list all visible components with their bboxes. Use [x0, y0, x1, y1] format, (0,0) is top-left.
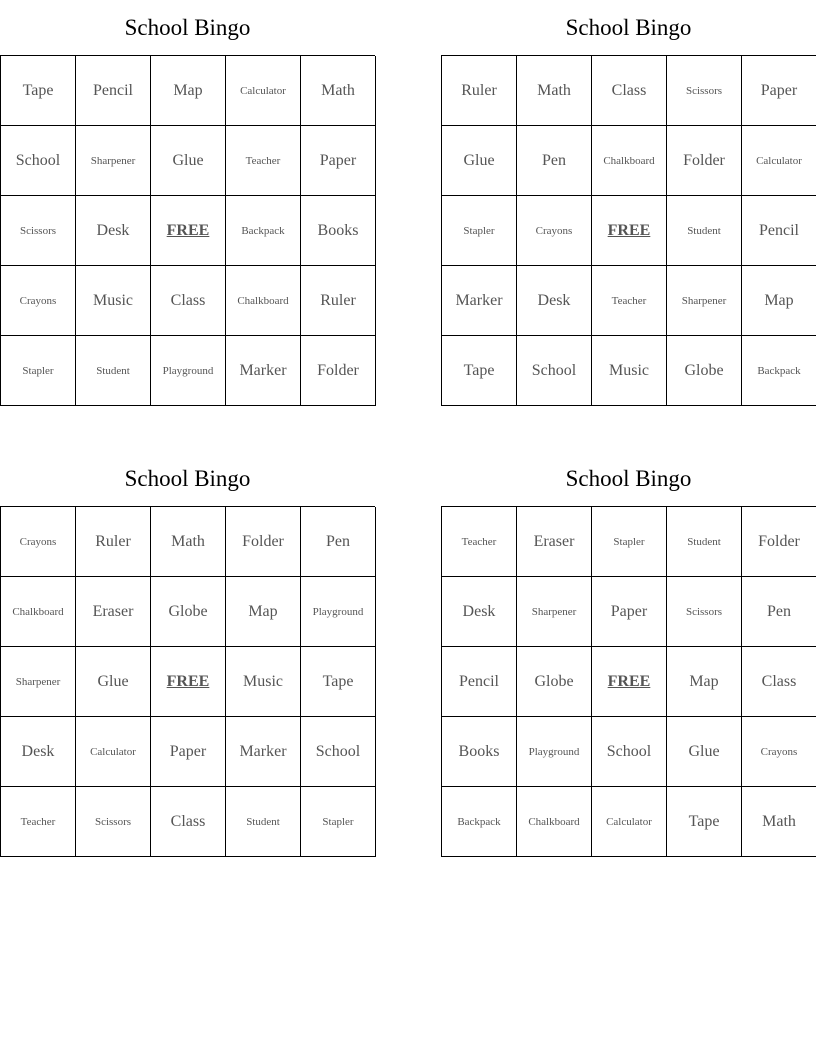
bingo-cell: Stapler	[592, 507, 667, 577]
bingo-cell: Tape	[442, 336, 517, 406]
card-title: School Bingo	[124, 466, 251, 491]
bingo-cell: Books	[442, 717, 517, 787]
bingo-cell: School	[301, 717, 376, 787]
bingo-cell: Backpack	[442, 787, 517, 857]
bingo-cell: Desk	[76, 196, 151, 266]
bingo-cell: Globe	[517, 647, 592, 717]
bingo-cell: Music	[76, 266, 151, 336]
bingo-card	[441, 451, 816, 857]
bingo-cell: Paper	[592, 577, 667, 647]
bingo-cell: School	[1, 126, 76, 196]
bingo-cell: Tape	[667, 787, 742, 857]
bingo-cell: Teacher	[1, 787, 76, 857]
bingo-cell: Desk	[1, 717, 76, 787]
bingo-cell: Books	[301, 196, 376, 266]
bingo-cell: Chalkboard	[226, 266, 301, 336]
free-space-cell: FREE	[592, 647, 667, 717]
bingo-cell: Math	[517, 56, 592, 126]
bingo-cell: Folder	[226, 507, 301, 577]
bingo-cell: Marker	[226, 336, 301, 406]
bingo-cell: Class	[742, 647, 816, 717]
bingo-cell: Paper	[301, 126, 376, 196]
bingo-cell: School	[517, 336, 592, 406]
bingo-cell: Chalkboard	[592, 126, 667, 196]
bingo-cell: Sharpener	[517, 577, 592, 647]
bingo-cell: Desk	[517, 266, 592, 336]
bingo-cell: Playground	[301, 577, 376, 647]
bingo-cell: Paper	[742, 56, 816, 126]
bingo-cell: Tape	[1, 56, 76, 126]
bingo-cell: Ruler	[301, 266, 376, 336]
bingo-cell: Chalkboard	[517, 787, 592, 857]
bingo-cell: Playground	[151, 336, 226, 406]
bingo-cell: Globe	[667, 336, 742, 406]
bingo-cell: Crayons	[1, 266, 76, 336]
bingo-cell: Teacher	[226, 126, 301, 196]
bingo-cell: Map	[742, 266, 816, 336]
bingo-cell: Playground	[517, 717, 592, 787]
bingo-cell: Globe	[151, 577, 226, 647]
bingo-cell: Calculator	[76, 717, 151, 787]
bingo-cell: Pencil	[76, 56, 151, 126]
free-space-cell: FREE	[592, 196, 667, 266]
bingo-cell: Pencil	[442, 647, 517, 717]
card-title: School Bingo	[124, 15, 251, 40]
bingo-cell: Chalkboard	[1, 577, 76, 647]
bingo-cell: Calculator	[742, 126, 816, 196]
bingo-cell: Paper	[151, 717, 226, 787]
bingo-cell: Map	[226, 577, 301, 647]
bingo-cell: Sharpener	[667, 266, 742, 336]
bingo-cell: Calculator	[592, 787, 667, 857]
bingo-cell: Ruler	[76, 507, 151, 577]
bingo-cell: Student	[667, 196, 742, 266]
bingo-cell: Student	[667, 507, 742, 577]
free-space-cell: FREE	[151, 647, 226, 717]
bingo-card	[441, 0, 816, 406]
bingo-cell: Marker	[226, 717, 301, 787]
bingo-cell: Math	[301, 56, 376, 126]
bingo-grid	[441, 55, 816, 406]
bingo-cell: Glue	[667, 717, 742, 787]
bingo-cell: Sharpener	[1, 647, 76, 717]
bingo-cell: Ruler	[442, 56, 517, 126]
card-title: School Bingo	[565, 15, 692, 40]
free-space-cell: FREE	[151, 196, 226, 266]
bingo-cell: Marker	[442, 266, 517, 336]
bingo-cell: Folder	[667, 126, 742, 196]
bingo-cell: Backpack	[742, 336, 816, 406]
bingo-cell: Stapler	[442, 196, 517, 266]
bingo-cell: Class	[592, 56, 667, 126]
bingo-cell: Glue	[151, 126, 226, 196]
bingo-cell: Pen	[517, 126, 592, 196]
bingo-grid	[0, 506, 375, 857]
bingo-cell: Stapler	[301, 787, 376, 857]
bingo-card	[0, 451, 375, 857]
bingo-card	[0, 0, 375, 406]
bingo-cell: Teacher	[442, 507, 517, 577]
bingo-cell: Map	[151, 56, 226, 126]
bingo-cell: Teacher	[592, 266, 667, 336]
bingo-cell: Stapler	[1, 336, 76, 406]
bingo-grid	[0, 55, 375, 406]
bingo-cell: Pen	[301, 507, 376, 577]
bingo-cell: Crayons	[517, 196, 592, 266]
bingo-cell: Crayons	[742, 717, 816, 787]
bingo-cell: Calculator	[226, 56, 301, 126]
bingo-cell: Glue	[76, 647, 151, 717]
bingo-cell: Folder	[742, 507, 816, 577]
bingo-cell: Music	[592, 336, 667, 406]
bingo-cell: Student	[76, 336, 151, 406]
bingo-cell: Math	[742, 787, 816, 857]
bingo-cell: Class	[151, 787, 226, 857]
bingo-cell: Math	[151, 507, 226, 577]
bingo-cell: Tape	[301, 647, 376, 717]
bingo-cell: Student	[226, 787, 301, 857]
bingo-cell: Scissors	[667, 56, 742, 126]
bingo-cell: Scissors	[76, 787, 151, 857]
bingo-grid	[441, 506, 816, 857]
bingo-cell: Desk	[442, 577, 517, 647]
bingo-cell: Scissors	[1, 196, 76, 266]
bingo-cell: Scissors	[667, 577, 742, 647]
bingo-cell: Eraser	[517, 507, 592, 577]
bingo-cell: Eraser	[76, 577, 151, 647]
bingo-cell: Sharpener	[76, 126, 151, 196]
bingo-cell: Map	[667, 647, 742, 717]
bingo-cell: Class	[151, 266, 226, 336]
bingo-cell: Crayons	[1, 507, 76, 577]
bingo-cell: Pencil	[742, 196, 816, 266]
bingo-cell: School	[592, 717, 667, 787]
bingo-cell: Folder	[301, 336, 376, 406]
bingo-cell: Glue	[442, 126, 517, 196]
bingo-cell: Pen	[742, 577, 816, 647]
bingo-cell: Backpack	[226, 196, 301, 266]
card-title: School Bingo	[565, 466, 692, 491]
bingo-cell: Music	[226, 647, 301, 717]
